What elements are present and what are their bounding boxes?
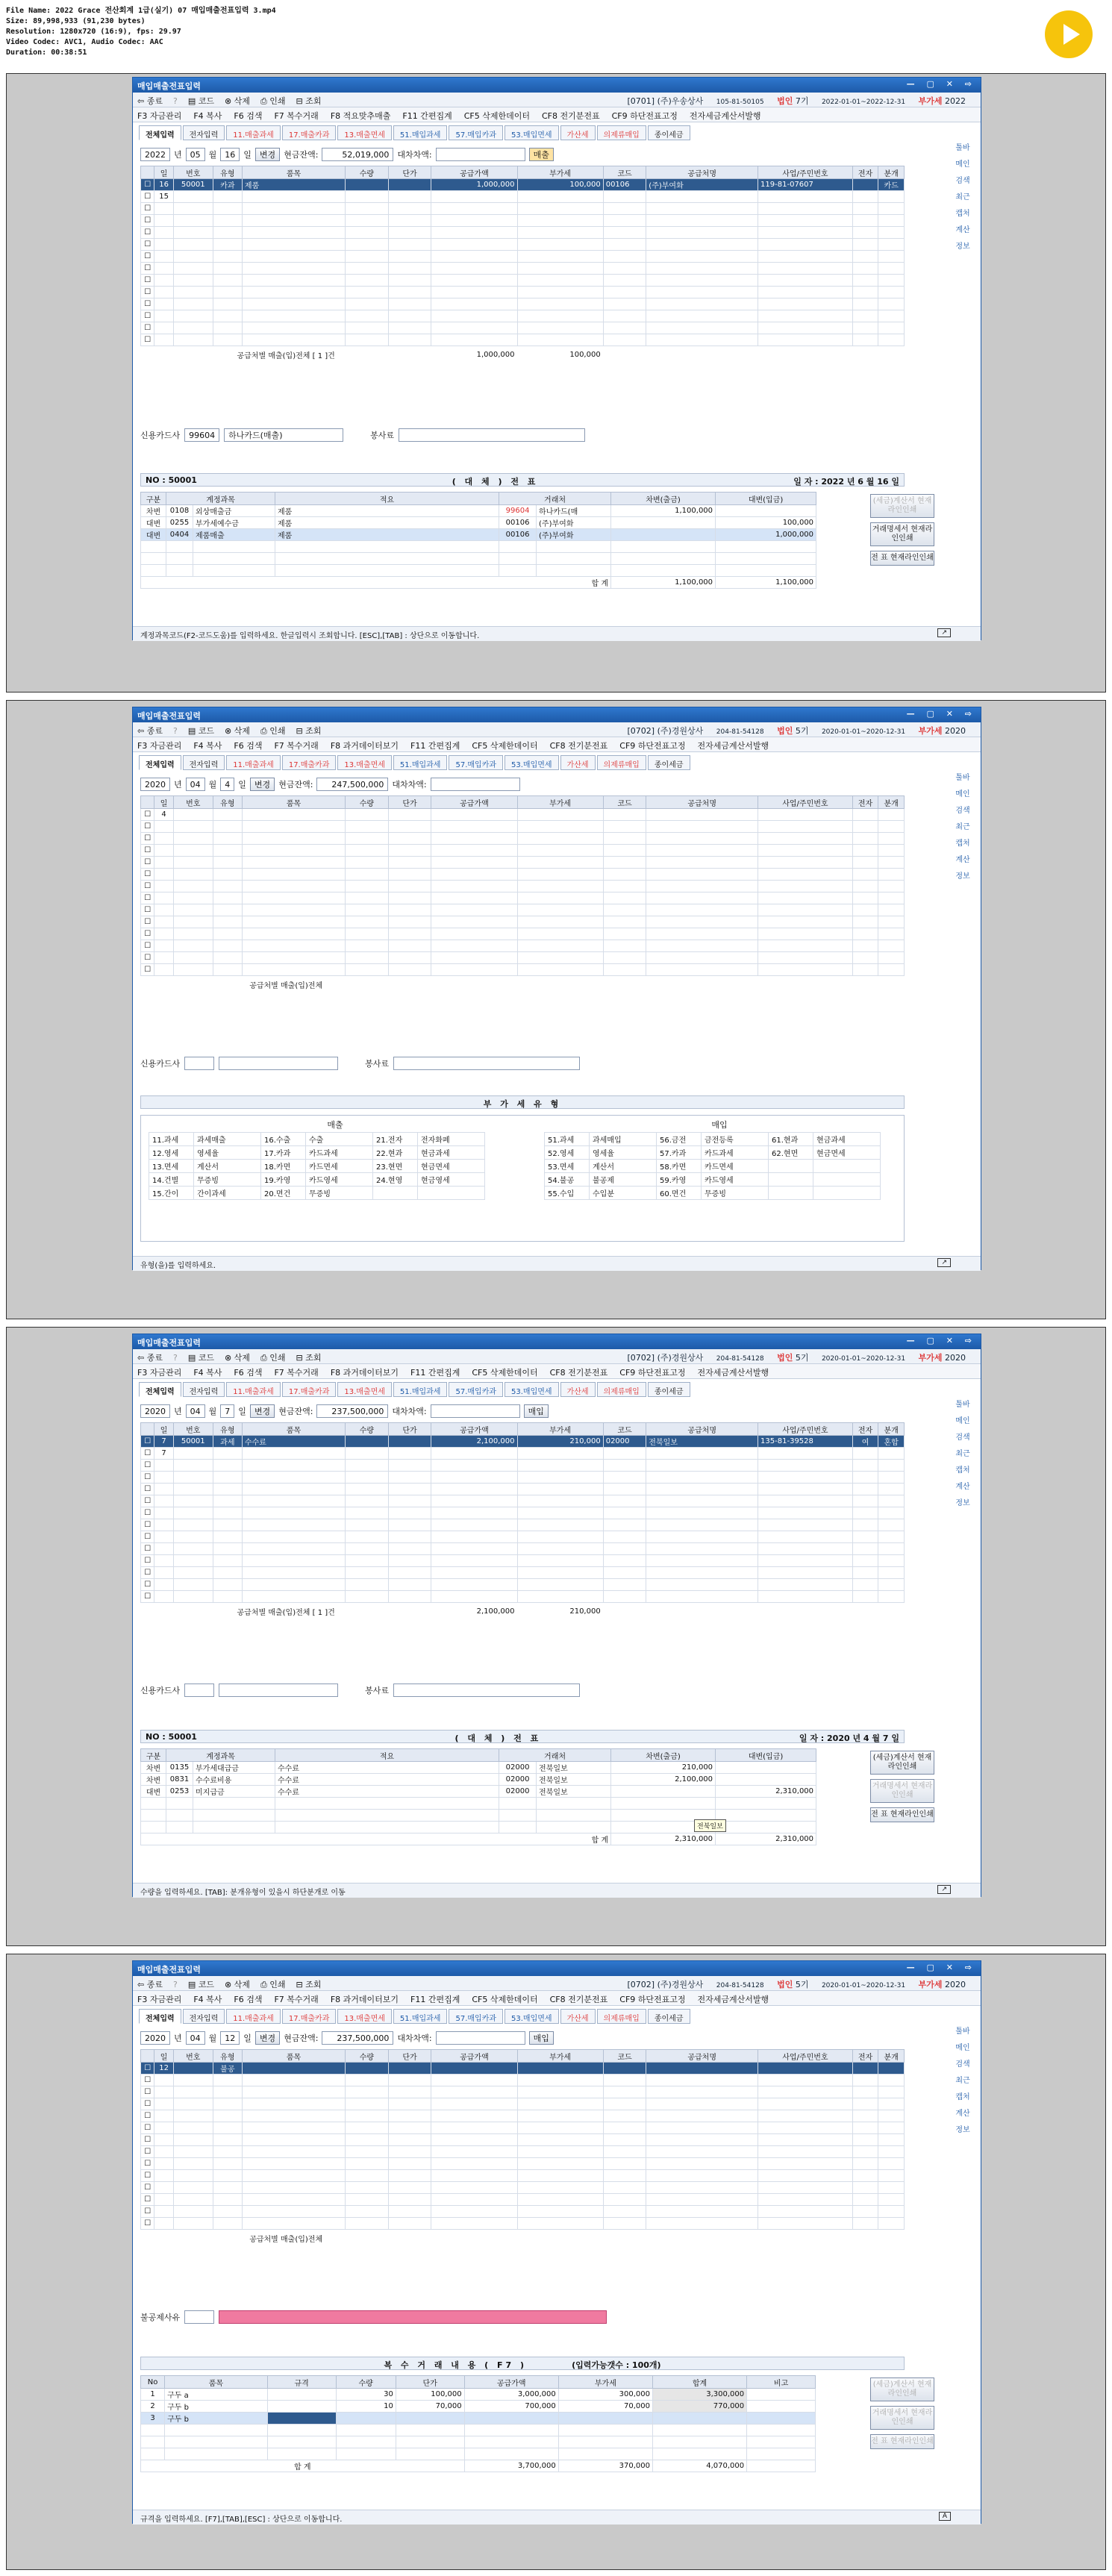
vat-type-cell[interactable]: 15.간이 [149, 1187, 194, 1200]
table-row[interactable]: ☐ [141, 940, 905, 952]
company-info: [0701] (주)우송상사 105-81-50105 법인 7기 2022-01-01~2022-12-31 부가세 2022 [627, 96, 966, 106]
table-row[interactable]: ☐ [141, 215, 905, 227]
table-row[interactable]: ☐ [141, 203, 905, 215]
vat-type-cell[interactable]: 22.현과 [373, 1146, 418, 1160]
vat-type-cell[interactable] [813, 1173, 881, 1187]
video-frame-2 [6, 700, 1106, 1319]
window-controls[interactable]: — ▢ ✕ ⇨ [906, 79, 976, 89]
table-row[interactable]: ☐ [141, 2086, 905, 2098]
vat-type-cell[interactable]: 55.수입 [545, 1187, 590, 1200]
table-row[interactable]: ☐ [141, 287, 905, 298]
vat-type-cell[interactable]: 17.카과 [261, 1146, 306, 1160]
table-row[interactable]: ☐ [141, 2146, 905, 2158]
table-row[interactable]: ☐ [141, 881, 905, 892]
table-row[interactable]: ☐ [141, 1472, 905, 1484]
date-filter-row: 2022 년 05 월 16 일 변경 현금잔액: 52,019,000 대차차액: 매출 [140, 146, 554, 163]
table-row[interactable]: ☐ [141, 1579, 905, 1591]
non-deductible-row: 불공제사유 [140, 2309, 607, 2325]
type-tabs: 전체입력 전자입력 11.매출과세 17.매출카과 13.매출면세 51.매입과세 57.매입카과 53.매입면세 가산세 의제류매입 종이세금 [139, 125, 690, 140]
print-buttons: (세금)계산서 현재라인인쇄 거래명세서 현재라인인쇄 전 표 현재라인인쇄 [870, 494, 934, 570]
lookup-button[interactable]: ⊟ 조회 [296, 96, 322, 106]
entry-grid: 일 번호 유형 품목 수량 단가 공급가액 부가세 코드 공급처명 사업/주민번호 전자 분개 ☐ 4 ☐ ☐ ☐ ☐ ☐ ☐ ☐ ☐ ☐ ☐ ☐ ☐ ☐ 공급처별 매출(입)전체 [140, 795, 905, 991]
print-button[interactable]: ⎙ 인쇄 [260, 96, 286, 106]
table-row[interactable]: ☐ [141, 964, 905, 976]
table-row[interactable]: ☐ [141, 916, 905, 928]
vat-type-cell[interactable]: 59.카영 [657, 1173, 702, 1187]
vat-type-cell[interactable]: 현금면세 [418, 1160, 485, 1173]
toolbar-main: ⇦ 종료 ? ▤ 코드 ⊗ 삭제 ⎙ 인쇄 ⊟ 조회 [0701] (주)우송상사 105-81-50105 법인 7기 2022-01-01~2022-12-31 부가세 2022 [133, 93, 981, 107]
journal-row[interactable]: 차변 0108 외상매출금 제품 99604 하나카드(매 1,100,000 [141, 505, 816, 517]
vat-type-cell[interactable]: 계산서 [194, 1160, 261, 1173]
table-row[interactable]: ☐ [141, 1484, 905, 1495]
journal-row[interactable]: 대변 0253 미지급금 수수료 02000 전북일보 2,310,000 [141, 1786, 816, 1798]
vat-type-cell[interactable]: 현금과세 [813, 1133, 881, 1146]
vat-type-cell[interactable]: 21.전자 [373, 1133, 418, 1146]
vat-type-cell[interactable]: 카드면세 [702, 1160, 769, 1173]
video-frame-3 [6, 1327, 1106, 1946]
table-row[interactable]: 1 구두 a 30 100,000 3,000,000 300,000 3,300,000 [141, 2389, 816, 2401]
table-row[interactable]: ☐ 15 [141, 191, 905, 203]
table-row[interactable]: ☐ [141, 334, 905, 346]
table-row[interactable]: ☐ [141, 1495, 905, 1507]
journal-grid: 구분 계정과목 적요 거래처 차변(출금) 대변(입금) 차변 0135 부가세대급금 수수료 02000 전북일보 210,000 차변 0831 수수료비용 수수료 02000 전북일보 2,100,000 대변 0253 미지급금 수수료 02000 전북일보 2,310,000 합 계 2,310,000 2,310,000 [140, 1748, 816, 1845]
vat-type-cell[interactable]: 불공제 [590, 1173, 657, 1187]
recent-icon[interactable]: 최근 [955, 193, 970, 201]
table-row[interactable]: ☐ [141, 2075, 905, 2086]
vat-type-cell[interactable]: 14.건별 [149, 1173, 194, 1187]
vat-type-cell[interactable]: 카드과세 [702, 1146, 769, 1160]
sales-purchase-window: 매입매출전표입력 — ▢ ✕ ⇨ ⇦ 종료 ? ▤ 코드 ⊗ 삭제 ⎙ 인쇄 ⊟ 조회 [0702] (주)경원상사 204-81-54128 법인 5기 2020-01-01~2020-12-31 부가세 2020 F3 자금관리 F4 복사 F6 검색 F7 복수거래 F8 과거데이터보기 F11 간편집계 CF5 삭제한데이터 CF8 전기분전표 CF9 하단전표고정 전자세금계산서발행 전체입력 전자입력 11.매출과세 17.매출카과 13.매출면세 51.매입과세 57.매입카과 53.매입면세 가산세 의제류매입 종이세금 2020 년 04 월 4 일 변경 현금잔액: 247,500,000 대차차액: 일 번호 유형 품목 수량 단가 공급가액 부가세 코드 공급처명 사업/주민번호 전자 분개 ☐ 4 ☐ ☐ ☐ ☐ ☐ ☐ ☐ ☐ ☐ ☐ ☐ ☐ ☐ 공급처별 매출(입)전체 툴바 메인 검색 최근 캡처 계산 정보 신용카드사 봉사료 부 가 세 유 형 매출 매입 11.과세 과세매출 16.수출 수출 21.전자 전자화폐 12.영세 영세율 17.카과 카드과세 22.현과 현금과세 13.면세 계산서 18.카면 카드면세 23.현면 현금면세 14.건별 무증빙 19.카영 카드영세 24.현영 현금영세 15.간이 간이과세 20.면건 무증빙 51.과세 과세매입 56.금전 금전등록 61.현과 현금과세 52.영세 영세율 57.카과 카드과세 62.현면 현금면세 53.면세 계산서 58.카면 카드면세 54.불공 불공제 59.카영 카드영세 55.수입 수입분 60.면건 무증빙 유형(을)를 입력하세요. ↗ [132, 707, 981, 1270]
vat-type-cell[interactable]: 54.불공 [545, 1173, 590, 1187]
table-row[interactable]: ☐ [141, 2158, 905, 2170]
video-info: File Name: 2022 Grace 전산회계 1급(실기) 07 매입매출전표입력 3.mp4 Size: 89,998,933 (91,230 bytes) Resolution: 1280x720 (16:9), fps: 29.97 Video Codec: AVC1, Audio Codec: AAC Duration: 00:38:51 [6, 7, 276, 57]
table-row[interactable]: ☐ [141, 2098, 905, 2110]
table-row[interactable]: ☐ 12 불공 [141, 2063, 905, 2075]
vat-type-cell[interactable]: 20.면건 [261, 1187, 306, 1200]
toolbar-side-icon[interactable]: 툴바 [955, 144, 970, 152]
table-row[interactable]: ☐ [141, 1591, 905, 1603]
table-row[interactable]: 3 구두 b [141, 2413, 816, 2425]
vat-type-cell[interactable]: 51.과세 [545, 1133, 590, 1146]
table-row[interactable]: ☐ [141, 1460, 905, 1472]
journal-row[interactable]: 차변 0135 부가세대급금 수수료 02000 전북일보 210,000 [141, 1762, 816, 1774]
vat-type-cell[interactable]: 무증빙 [194, 1173, 261, 1187]
home-icon[interactable]: 메인 [955, 160, 970, 169]
table-row[interactable]: ☐ [141, 2206, 905, 2218]
table-row[interactable]: ☐ [141, 928, 905, 940]
code-button[interactable]: ▤ 코드 [187, 96, 214, 106]
table-row[interactable]: ☐ [141, 2170, 905, 2182]
table-row[interactable]: ☐ 16 50001 카과 제품 1,000,000 100,000 00106 (주)부여화 119-81-07607 카드 [141, 179, 905, 191]
entry-grid: 일 번호 유형 품목 수량 단가 공급가액 부가세 코드 공급처명 사업/주민번호 전자 분개 ☐ 16 50001 카과 제품 1,000,000 100,000 00106 (주)부여화 119-81-07607 카드 ☐ 15 ☐ ☐ ☐ ☐ ☐ ☐ ☐ ☐ ☐ ☐ ☐ ☐ 공급처별 매출(입)전체 [ 1 ]건 1,000,000 100,000 [140, 166, 905, 361]
table-row[interactable]: ☐ [141, 1507, 905, 1519]
table-row[interactable]: ☐ [141, 322, 905, 334]
sales-purchase-window [132, 77, 981, 640]
table-row[interactable]: ☐ [141, 310, 905, 322]
vat-type-cell[interactable]: 60.면건 [657, 1187, 702, 1200]
vat-type-cell[interactable]: 현금면세 [813, 1146, 881, 1160]
right-side-panel [946, 140, 979, 255]
entry-grid: 일 번호 유형 품목 수량 단가 공급가액 부가세 코드 공급처명 사업/주민번호 전자 분개 ☐ 12 불공 ☐ ☐ ☐ ☐ ☐ ☐ ☐ ☐ ☐ ☐ ☐ ☐ ☐ 공급처별 매출(입)전체 [140, 2049, 905, 2245]
delete-button[interactable]: ⊗ 삭제 [224, 96, 250, 106]
vat-type-cell[interactable] [769, 1160, 813, 1173]
capture-icon[interactable]: 캡처 [955, 210, 970, 218]
table-row[interactable]: ☐ [141, 2218, 905, 2230]
vat-type-cell[interactable]: 영세율 [194, 1146, 261, 1160]
table-row[interactable]: ☐ [141, 298, 905, 310]
table-row[interactable]: ☐ [141, 1567, 905, 1579]
table-row[interactable]: ☐ [141, 251, 905, 263]
vat-type-cell[interactable]: 계산서 [590, 1160, 657, 1173]
table-row[interactable]: ☐ 7 [141, 1448, 905, 1460]
vat-type-cell[interactable]: 11.과세 [149, 1133, 194, 1146]
info-icon[interactable]: 정보 [955, 243, 970, 251]
sales-purchase-window: 매입매출전표입력 — ▢ ✕ ⇨ ⇦ 종료 ? ▤ 코드 ⊗ 삭제 ⎙ 인쇄 ⊟ 조회 [0702] (주)경원상사 204-81-54128 법인 5기 2020-01-01~2020-12-31 부가세 2020 F3 자금관리 F4 복사 F6 검색 F7 복수거래 F8 과거데이터보기 F11 간편집계 CF5 삭제한데이터 CF8 전기분전표 CF9 하단전표고정 전자세금계산서발행 전체입력 전자입력 11.매출과세 17.매출카과 13.매출면세 51.매입과세 57.매입카과 53.매입면세 가산세 의제류매입 종이세금 2020 년 04 월 12 일 변경 현금잔액: 237,500,000 대차차액: 매입 일 번호 유형 품목 수량 단가 공급가액 부가세 코드 공급처명 사업/주민번호 전자 분개 ☐ 12 불공 ☐ ☐ ☐ ☐ ☐ ☐ ☐ ☐ ☐ ☐ ☐ ☐ ☐ 공급처별 매출(입)전체 툴바 메인 검색 최근 캡처 계산 정보 불공제사유 복 수 거 래 내 용 ( F7 ) (입력가능갯수 : 100개) No 품목 규격 수량 단가 공급가액 부가세 합계 비고 1 구두 a 30 100,000 3,000,000 300,000 3,300,000 2 구두 b 10 70,000 700,000 70,000 770,000 3 구두 b 합 계 3,700,000 370,000 4,070,000 (세금)계산서 현재라인인쇄 거래명세서 현재라인인쇄 전 표 현재라인인쇄 규격을 입력하세요. [F7],[TAB],[ESC] : 상단으로 이동합니다. A [132, 1960, 981, 2524]
journal-grid: 구분 계정과목 적요 거래처 차변(출금) 대변(입금) 차변 0108 외상매출금 제품 99604 하나카드(매 1,100,000 대변 0255 부가세예수금 제품 00106 (주)부여화 100,000 대변 0404 제품매출 제품 00106 (주)부여화 1,000,000 합 계 1,100,000 1,100,000 [140, 492, 816, 589]
vat-type-cell[interactable]: 16.수출 [261, 1133, 306, 1146]
table-row[interactable]: ☐ 4 [141, 809, 905, 821]
vat-type-cell[interactable]: 과세매출 [194, 1133, 261, 1146]
play-button[interactable] [1045, 10, 1093, 58]
vat-type-cell[interactable]: 53.면세 [545, 1160, 590, 1173]
tab-all[interactable]: 전체입력 [139, 125, 181, 140]
table-row[interactable]: ☐ [141, 857, 905, 869]
vat-type-cell[interactable]: 수출 [306, 1133, 373, 1146]
video-frame-4 [6, 1954, 1106, 2570]
vat-type-cell[interactable]: 56.금전 [657, 1133, 702, 1146]
vat-type-cell[interactable]: 13.면세 [149, 1160, 194, 1173]
search-icon[interactable]: 검색 [955, 177, 970, 185]
table-row[interactable]: ☐ [141, 239, 905, 251]
status-bar: 계정과목코드(F2-코드도움)를 입력하세요. 한글입력시 조회합니다. [ESC],[TAB] : 상단으로 이동합니다. ↗ [133, 626, 981, 641]
vat-type-cell[interactable]: 무증빙 [306, 1187, 373, 1200]
vat-type-cell[interactable]: 수입분 [590, 1187, 657, 1200]
vat-type-cell[interactable] [769, 1187, 813, 1200]
sales-purchase-window: 매입매출전표입력 — ▢ ✕ ⇨ ⇦ 종료 ? ▤ 코드 ⊗ 삭제 ⎙ 인쇄 ⊟ 조회 [0702] (주)경원상사 204-81-54128 법인 5기 2020-01-01~2020-12-31 부가세 2020 F3 자금관리 F4 복사 F6 검색 F7 복수거래 F8 과거데이터보기 F11 간편집계 CF5 삭제한데이터 CF8 전기분전표 CF9 하단전표고정 전자세금계산서발행 전체입력 전자입력 11.매출과세 17.매출카과 13.매출면세 51.매입과세 57.매입카과 53.매입면세 가산세 의제류매입 종이세금 2020 년 04 월 7 일 변경 현금잔액: 237,500,000 대차차액: 매입 일 번호 유형 품목 수량 단가 공급가액 부가세 코드 공급처명 사업/주민번호 전자 분개 ☐ 7 50001 과세 수수료 2,100,000 210,000 02000 전북일보 135-81-39528 여 혼합 ☐ 7 ☐ ☐ ☐ ☐ ☐ ☐ ☐ ☐ ☐ ☐ ☐ ☐ 공급처별 매출(입)전체 [ 1 ]건 2,100,000 210,000 툴바 메인 검색 최근 캡처 계산 정보 신용카드사 봉사료 NO : 50001 ( 대 체 ) 전 표 일 자 : 2020 년 4 월 7 일 구분 계정과목 적요 거래처 차변(출금) 대변(입금) 차변 0135 부가세대급금 수수료 02000 전북일보 210,000 차변 0831 수수료비용 수수료 02000 전북일보 2,100,000 대변 0253 미지급금 수수료 02000 전북일보 2,310,000 합 계 2,310,000 2,310,000 전북일보 (세금)계산서 현재라인인쇄 거래명세서 현재라인인쇄 전 표 현재라인인쇄 수량을 입력하세요. [TAB]: 분개유형이 있을시 하단분개로 이동 ↗ [132, 1334, 981, 1897]
credit-card-row: 신용카드사 99604 하나카드(매출) 봉사료 [140, 427, 585, 443]
vat-type-cell[interactable]: 현금영세 [418, 1173, 485, 1187]
vat-type-header: 부 가 세 유 형 [140, 1095, 905, 1109]
vat-type-cell[interactable] [373, 1187, 418, 1200]
vat-type-cell[interactable] [813, 1160, 881, 1173]
journal-row[interactable]: 대변 0255 부가세예수금 제품 00106 (주)부여화 100,000 [141, 517, 816, 529]
multi-trade-header: 복 수 거 래 내 용 ( F7 ) (입력가능갯수 : 100개) [140, 2357, 905, 2370]
journal-header: NO : 50001 ( 대 체 ) 전 표 일 자 : 2022 년 6 월 16 일 [140, 473, 905, 487]
vat-type-table: 매출 매입 11.과세 과세매출 16.수출 수출 21.전자 전자화폐 12.영세 영세율 17.카과 카드과세 22.현과 현금과세 13.면세 계산서 18.카면 카드면세 23.현면 현금면세 14.건별 무증빙 19.카영 카드영세 24.현영 현금영세 15.간이 간이과세 20.면건 무증빙 51.과세 과세매입 56.금전 금전등록 61.현과 현금과세 52.영세 영세율 57.카과 카드과세 62.현면 현금면세 53.면세 계산서 58.카면 카드면세 54.불공 불공제 59.카영 카드영세 55.수입 수입분 60.면건 무증빙 [140, 1115, 905, 1242]
table-row[interactable]: ☐ [141, 2134, 905, 2146]
close-button[interactable]: ⇦ 종료 [137, 96, 163, 106]
vat-type-cell[interactable]: 18.카면 [261, 1160, 306, 1173]
multi-trade-grid: No 품목 규격 수량 단가 공급가액 부가세 합계 비고 1 구두 a 30 100,000 3,000,000 300,000 3,300,000 2 구두 b 10 70,000 700,000 70,000 770,000 3 구두 b 합 계 3,700,000 370,000 4,070,000 [140, 2375, 816, 2472]
vat-type-cell[interactable]: 58.카면 [657, 1160, 702, 1173]
table-row[interactable]: ☐ [141, 227, 905, 239]
table-row[interactable]: ☐ [141, 263, 905, 275]
table-row[interactable]: ☐ [141, 2122, 905, 2134]
table-row[interactable]: ☐ [141, 833, 905, 845]
company-info: [0702] (주)경원상사 204-81-54128 법인 5기 2020-01-01~2020-12-31 부가세 2020 [627, 726, 966, 736]
table-row[interactable]: ☐ [141, 2110, 905, 2122]
table-row[interactable]: ☐ [141, 821, 905, 833]
vat-type-cell[interactable]: 전자화폐 [418, 1133, 485, 1146]
table-row[interactable]: ☐ [141, 1531, 905, 1543]
table-row[interactable]: ☐ [141, 869, 905, 881]
vat-type-cell[interactable]: 영세율 [590, 1146, 657, 1160]
vat-type-cell[interactable]: 62.현면 [769, 1146, 813, 1160]
vat-type-cell[interactable]: 57.카과 [657, 1146, 702, 1160]
video-frame-1 [6, 73, 1106, 693]
vat-type-cell[interactable]: 19.카영 [261, 1173, 306, 1187]
journal-row[interactable]: 차변 0831 수수료비용 수수료 02000 전북일보 2,100,000 [141, 1774, 816, 1786]
window-title: 매입매출전표입력 [137, 81, 202, 91]
vat-type-cell[interactable] [418, 1187, 485, 1200]
entry-grid: 일 번호 유형 품목 수량 단가 공급가액 부가세 코드 공급처명 사업/주민번호 전자 분개 ☐ 7 50001 과세 수수료 2,100,000 210,000 02000 전북일보 135-81-39528 여 혼합 ☐ 7 ☐ ☐ ☐ ☐ ☐ ☐ ☐ ☐ ☐ ☐ ☐ ☐ 공급처별 매출(입)전체 [ 1 ]건 2,100,000 210,000 [140, 1422, 905, 1618]
vat-type-cell[interactable]: 금전등록 [702, 1133, 769, 1146]
vat-type-cell[interactable]: 카드과세 [306, 1146, 373, 1160]
non-deductible-reason-input[interactable] [219, 2310, 607, 2324]
table-row[interactable]: ☐ [141, 1519, 905, 1531]
table-row[interactable]: 2 구두 b 10 70,000 700,000 70,000 770,000 [141, 2401, 816, 2413]
table-row[interactable]: ☐ [141, 904, 905, 916]
table-row[interactable]: ☐ [141, 1543, 905, 1555]
vat-type-cell[interactable]: 24.현영 [373, 1173, 418, 1187]
vat-type-cell[interactable]: 61.현과 [769, 1133, 813, 1146]
toolbar-functions: F3 자금관리 F4 복사 F6 검색 F7 복수거래 F8 적요맞추매출 F11 간편집계 CF5 삭제한데이터 CF8 전기분전표 CF9 하단전표고정 전자세금계산서발행 [133, 107, 981, 122]
vat-type-cell[interactable]: 카드영세 [306, 1173, 373, 1187]
vat-type-cell[interactable]: 간이과세 [194, 1187, 261, 1200]
vat-type-cell[interactable]: 무증빙 [702, 1187, 769, 1200]
vat-type-cell[interactable]: 카드영세 [702, 1173, 769, 1187]
table-row[interactable]: ☐ [141, 845, 905, 857]
table-row[interactable]: ☐ [141, 952, 905, 964]
vat-type-cell[interactable]: 23.현면 [373, 1160, 418, 1173]
table-row[interactable]: ☐ [141, 275, 905, 287]
table-row[interactable]: ☐ [141, 1555, 905, 1567]
table-row[interactable]: ☐ 7 50001 과세 수수료 2,100,000 210,000 02000 전북일보 135-81-39528 여 혼합 [141, 1436, 905, 1448]
vat-type-cell[interactable] [813, 1187, 881, 1200]
calculator-icon[interactable]: 계산 [955, 226, 970, 234]
vat-type-cell[interactable]: 현금과세 [418, 1146, 485, 1160]
vat-type-cell[interactable]: 52.영세 [545, 1146, 590, 1160]
vat-type-cell[interactable]: 12.영세 [149, 1146, 194, 1160]
table-row[interactable]: ☐ [141, 2194, 905, 2206]
tooltip: 전북일보 [694, 1819, 726, 1832]
table-row[interactable]: ☐ [141, 2182, 905, 2194]
journal-row[interactable]: 대변 0404 제품매출 제품 00106 (주)부여화 1,000,000 [141, 529, 816, 541]
vat-type-cell[interactable]: 과세매입 [590, 1133, 657, 1146]
vat-type-cell[interactable]: 카드면세 [306, 1160, 373, 1173]
table-row[interactable]: ☐ [141, 892, 905, 904]
vat-type-cell[interactable] [769, 1173, 813, 1187]
